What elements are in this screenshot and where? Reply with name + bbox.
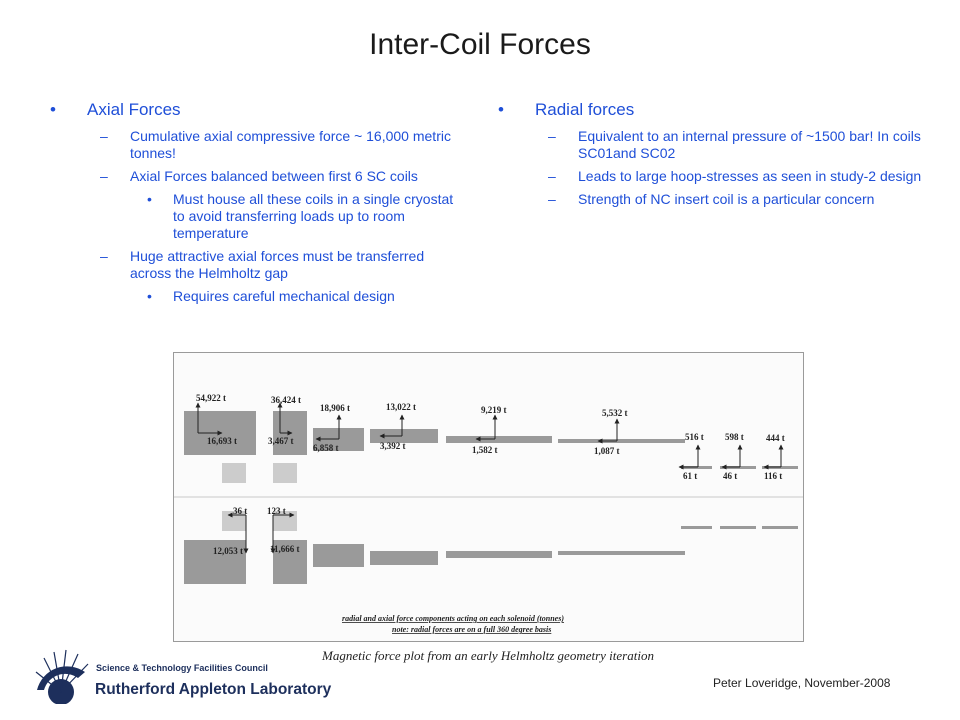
axial-item: – Huge attractive axial forces must be transferred across the Helmholtz gap [100, 248, 425, 281]
coil-sc05-lower [446, 551, 552, 558]
coil-light [273, 463, 297, 483]
coil-sc06-lower [558, 551, 685, 555]
force-label: 9,219 t [481, 405, 507, 415]
axial-forces-column [50, 100, 460, 311]
force-label: 36 t [233, 506, 248, 516]
axial-subitem: • Requires careful mechanical design [147, 288, 395, 304]
radial-item: – Equivalent to an internal pressure of ~1500 bar! In coils SC01and SC02 [548, 128, 921, 161]
force-label: 6,858 t [313, 443, 339, 453]
force-label: 1,582 t [472, 445, 498, 455]
coil-sc06-upper [558, 439, 685, 443]
figure-caption: Magnetic force plot from an early Helmholtz geometry iteration [322, 648, 654, 663]
logo-line2: Rutherford Appleton Laboratory [95, 681, 332, 698]
coil-light [222, 463, 246, 483]
logo-line1: Science & Technology Facilities Council [96, 663, 268, 673]
coil-lower-small [720, 526, 756, 529]
force-label: 516 t [685, 432, 704, 442]
footer-author-date: Peter Loveridge, November-2008 [713, 676, 891, 690]
force-diagram [173, 352, 804, 642]
radial-item: – Leads to large hoop-stresses as seen in study-2 design [548, 168, 922, 184]
force-label: 46 t [723, 471, 738, 481]
axial-item: – Cumulative axial compressive force ~ 16,000 metric tonnes! [100, 128, 451, 161]
axial-forces-heading: • Axial Forces [50, 100, 181, 119]
force-label: 1,087 t [594, 446, 620, 456]
force-label: 18,906 t [320, 403, 350, 413]
axial-item: – Axial Forces balanced between first 6 SC coils [100, 168, 418, 184]
coil-sc03-lower [313, 544, 364, 567]
force-label: 12,053 t [213, 546, 243, 556]
force-label: 36,424 t [271, 395, 301, 405]
force-label: 3,392 t [380, 441, 406, 451]
force-label: 61 t [683, 471, 698, 481]
sunburst-icon [36, 650, 88, 704]
coil-sc04-lower [370, 551, 438, 565]
radial-forces-heading: • Radial forces [498, 100, 635, 119]
force-label: 3,467 t [268, 436, 294, 446]
force-label: 13,022 t [386, 402, 416, 412]
radial-forces-column [498, 100, 928, 214]
coil-lower-small [681, 526, 712, 529]
coil-lower-small [762, 526, 798, 529]
force-label: 5,532 t [602, 408, 628, 418]
coil-sc05-upper [446, 436, 552, 443]
force-label: 444 t [766, 433, 785, 443]
diagram-note-line1: radial and axial force components acting on each solenoid (tonnes) [342, 614, 565, 623]
force-label: 16,693 t [207, 436, 237, 446]
slide-title: Inter-Coil Forces [369, 28, 591, 61]
force-diagram-svg [174, 353, 803, 641]
force-label: 54,922 t [196, 393, 226, 403]
stfc-ral-logo [32, 648, 332, 704]
force-label: 598 t [725, 432, 744, 442]
force-label: 11,666 t [270, 544, 300, 554]
radial-item: – Strength of NC insert coil is a particular concern [548, 191, 875, 207]
force-label: 123 t [267, 506, 286, 516]
axial-subitem: • Must house all these coils in a single cryostat to avoid transferring loads up to room temperature [147, 191, 454, 241]
logo-svg [32, 648, 332, 704]
diagram-note-line2: note: radial forces are on a full 360 degree basis [392, 625, 552, 634]
force-label: 116 t [764, 471, 783, 481]
